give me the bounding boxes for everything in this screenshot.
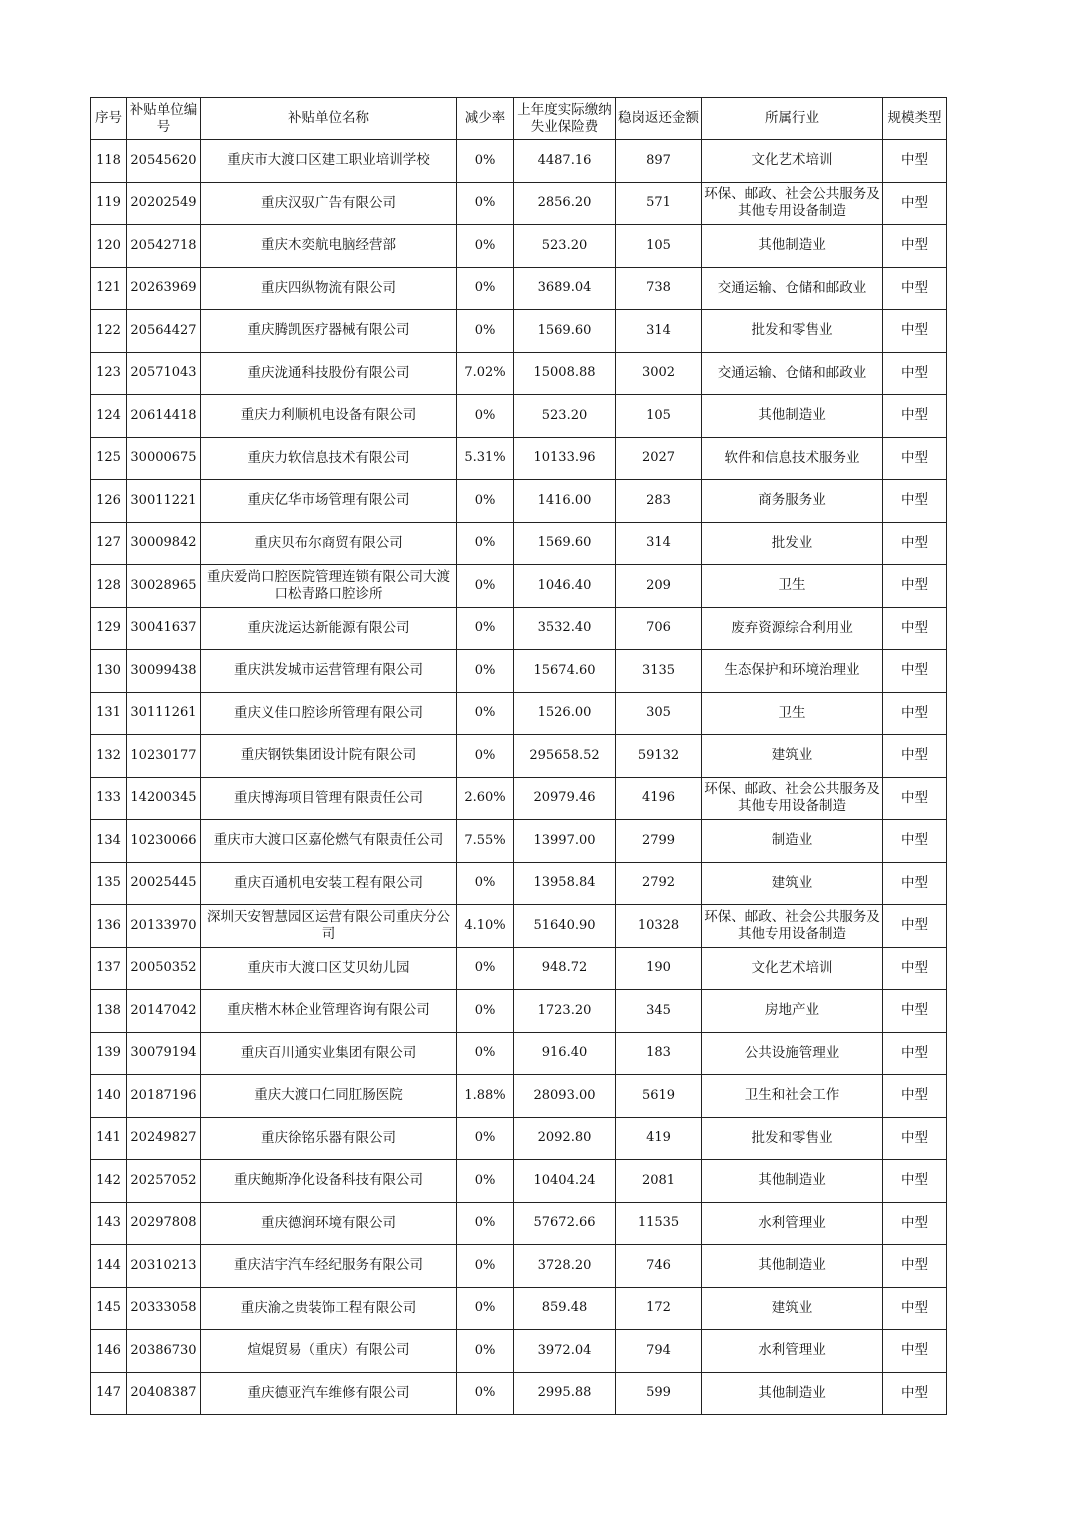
cell-return-amount: 5619 (616, 1075, 702, 1118)
cell-size: 中型 (883, 225, 947, 268)
cell-seq: 130 (91, 650, 127, 693)
cell-rate: 4.10% (457, 905, 514, 948)
cell-code: 14200345 (127, 777, 201, 820)
cell-code: 20564427 (127, 310, 201, 353)
table-row (91, 735, 947, 778)
cell-size: 中型 (883, 352, 947, 395)
cell-size: 中型 (883, 905, 947, 948)
cell-seq: 146 (91, 1330, 127, 1373)
table-row (91, 395, 947, 438)
cell-unit-name: 重庆德亚汽车维修有限公司 (201, 1372, 457, 1415)
cell-fee: 13997.00 (514, 820, 616, 863)
cell-unit-name: 重庆市大渡口区建工职业培训学校 (201, 140, 457, 183)
cell-size: 中型 (883, 395, 947, 438)
cell-seq: 131 (91, 692, 127, 735)
cell-code: 30111261 (127, 692, 201, 735)
cell-fee: 1046.40 (514, 565, 616, 608)
cell-unit-name: 煊焜贸易（重庆）有限公司 (201, 1330, 457, 1373)
cell-industry: 其他制造业 (702, 225, 883, 268)
cell-rate: 0% (457, 1245, 514, 1288)
cell-unit-name: 重庆力利顺机电设备有限公司 (201, 395, 457, 438)
cell-rate: 0% (457, 692, 514, 735)
cell-unit-name: 重庆徐铭乐器有限公司 (201, 1117, 457, 1160)
cell-unit-name: 重庆大渡口仁同肛肠医院 (201, 1075, 457, 1118)
cell-unit-name: 重庆洪发城市运营管理有限公司 (201, 650, 457, 693)
cell-size: 中型 (883, 1245, 947, 1288)
cell-return-amount: 172 (616, 1287, 702, 1330)
cell-industry: 其他制造业 (702, 1372, 883, 1415)
cell-return-amount: 105 (616, 395, 702, 438)
cell-unit-name: 重庆楷木林企业管理咨询有限公司 (201, 990, 457, 1033)
table-row (91, 607, 947, 650)
cell-fee: 10133.96 (514, 437, 616, 480)
header-name: 补贴单位名称 (201, 98, 457, 140)
cell-unit-name: 重庆百川通实业集团有限公司 (201, 1032, 457, 1075)
table-row (91, 692, 947, 735)
cell-unit-name: 重庆洁宇汽车经纪服务有限公司 (201, 1245, 457, 1288)
cell-seq: 129 (91, 607, 127, 650)
cell-rate: 0% (457, 607, 514, 650)
cell-industry: 交通运输、仓储和邮政业 (702, 267, 883, 310)
cell-fee: 859.48 (514, 1287, 616, 1330)
cell-rate: 0% (457, 310, 514, 353)
cell-seq: 138 (91, 990, 127, 1033)
cell-fee: 10404.24 (514, 1160, 616, 1203)
cell-fee: 3728.20 (514, 1245, 616, 1288)
cell-industry: 环保、邮政、社会公共服务及其他专用设备制造 (702, 182, 883, 225)
cell-code: 20310213 (127, 1245, 201, 1288)
cell-return-amount: 345 (616, 990, 702, 1033)
cell-industry: 环保、邮政、社会公共服务及其他专用设备制造 (702, 777, 883, 820)
cell-return-amount: 419 (616, 1117, 702, 1160)
cell-code: 20050352 (127, 947, 201, 990)
cell-rate: 0% (457, 395, 514, 438)
cell-return-amount: 4196 (616, 777, 702, 820)
cell-industry: 卫生和社会工作 (702, 1075, 883, 1118)
cell-fee: 3532.40 (514, 607, 616, 650)
cell-industry: 建筑业 (702, 862, 883, 905)
cell-industry: 公共设施管理业 (702, 1032, 883, 1075)
cell-size: 中型 (883, 1075, 947, 1118)
cell-code: 20025445 (127, 862, 201, 905)
cell-return-amount: 183 (616, 1032, 702, 1075)
cell-seq: 120 (91, 225, 127, 268)
cell-code: 30009842 (127, 522, 201, 565)
cell-industry: 卫生 (702, 565, 883, 608)
cell-return-amount: 897 (616, 140, 702, 183)
cell-industry: 建筑业 (702, 1287, 883, 1330)
cell-industry: 制造业 (702, 820, 883, 863)
cell-return-amount: 794 (616, 1330, 702, 1373)
cell-return-amount: 190 (616, 947, 702, 990)
cell-return-amount: 10328 (616, 905, 702, 948)
table-row (91, 862, 947, 905)
cell-size: 中型 (883, 650, 947, 693)
cell-fee: 295658.52 (514, 735, 616, 778)
header-rate: 减少率 (457, 98, 514, 140)
cell-unit-name: 重庆钢铁集团设计院有限公司 (201, 735, 457, 778)
cell-size: 中型 (883, 1287, 947, 1330)
cell-code: 20147042 (127, 990, 201, 1033)
cell-unit-name: 重庆德润环境有限公司 (201, 1202, 457, 1245)
cell-rate: 1.88% (457, 1075, 514, 1118)
cell-unit-name: 重庆力软信息技术有限公司 (201, 437, 457, 480)
table-row (91, 522, 947, 565)
cell-industry: 批发业 (702, 522, 883, 565)
cell-code: 30041637 (127, 607, 201, 650)
table-row (91, 947, 947, 990)
header-seq: 序号 (91, 98, 127, 140)
cell-seq: 147 (91, 1372, 127, 1415)
table-row (91, 182, 947, 225)
cell-fee: 51640.90 (514, 905, 616, 948)
cell-rate: 7.02% (457, 352, 514, 395)
cell-size: 中型 (883, 607, 947, 650)
subsidy-table (90, 97, 947, 1415)
cell-code: 20263969 (127, 267, 201, 310)
cell-seq: 136 (91, 905, 127, 948)
table-row (91, 352, 947, 395)
table-row (91, 225, 947, 268)
cell-return-amount: 283 (616, 480, 702, 523)
cell-seq: 141 (91, 1117, 127, 1160)
cell-seq: 125 (91, 437, 127, 480)
cell-rate: 5.31% (457, 437, 514, 480)
cell-code: 20202549 (127, 182, 201, 225)
table-row (91, 1075, 947, 1118)
table-row (91, 267, 947, 310)
cell-return-amount: 2027 (616, 437, 702, 480)
cell-fee: 916.40 (514, 1032, 616, 1075)
cell-rate: 0% (457, 267, 514, 310)
cell-code: 20187196 (127, 1075, 201, 1118)
cell-code: 20545620 (127, 140, 201, 183)
cell-code: 30028965 (127, 565, 201, 608)
table-row (91, 1245, 947, 1288)
cell-unit-name: 重庆市大渡口区嘉伦燃气有限责任公司 (201, 820, 457, 863)
cell-seq: 127 (91, 522, 127, 565)
cell-unit-name: 重庆鲍斯净化设备科技有限公司 (201, 1160, 457, 1203)
cell-rate: 0% (457, 565, 514, 608)
table-row (91, 1287, 947, 1330)
cell-fee: 1526.00 (514, 692, 616, 735)
table-row (91, 437, 947, 480)
cell-return-amount: 3002 (616, 352, 702, 395)
header-code: 补贴单位编号 (127, 98, 201, 140)
cell-unit-name: 重庆义佳口腔诊所管理有限公司 (201, 692, 457, 735)
cell-return-amount: 314 (616, 522, 702, 565)
cell-industry: 生态保护和环境治理业 (702, 650, 883, 693)
cell-seq: 128 (91, 565, 127, 608)
table-row (91, 310, 947, 353)
cell-industry: 批发和零售业 (702, 310, 883, 353)
cell-rate: 0% (457, 1330, 514, 1373)
cell-fee: 1416.00 (514, 480, 616, 523)
cell-unit-name: 重庆四纵物流有限公司 (201, 267, 457, 310)
cell-rate: 0% (457, 650, 514, 693)
cell-rate: 0% (457, 1202, 514, 1245)
cell-industry: 批发和零售业 (702, 1117, 883, 1160)
header-size: 规模类型 (883, 98, 947, 140)
cell-rate: 0% (457, 182, 514, 225)
cell-seq: 123 (91, 352, 127, 395)
cell-size: 中型 (883, 565, 947, 608)
cell-size: 中型 (883, 777, 947, 820)
cell-return-amount: 571 (616, 182, 702, 225)
cell-return-amount: 59132 (616, 735, 702, 778)
cell-size: 中型 (883, 947, 947, 990)
cell-size: 中型 (883, 480, 947, 523)
cell-size: 中型 (883, 140, 947, 183)
cell-seq: 139 (91, 1032, 127, 1075)
cell-size: 中型 (883, 862, 947, 905)
cell-return-amount: 746 (616, 1245, 702, 1288)
cell-rate: 2.60% (457, 777, 514, 820)
cell-fee: 57672.66 (514, 1202, 616, 1245)
header-return: 稳岗返还金额 (616, 98, 702, 140)
cell-fee: 523.20 (514, 225, 616, 268)
cell-rate: 0% (457, 480, 514, 523)
cell-fee: 523.20 (514, 395, 616, 438)
cell-unit-name: 重庆贝布尔商贸有限公司 (201, 522, 457, 565)
cell-rate: 0% (457, 862, 514, 905)
cell-return-amount: 209 (616, 565, 702, 608)
cell-rate: 0% (457, 225, 514, 268)
cell-code: 10230066 (127, 820, 201, 863)
header-row (91, 98, 947, 140)
cell-industry: 环保、邮政、社会公共服务及其他专用设备制造 (702, 905, 883, 948)
cell-code: 20614418 (127, 395, 201, 438)
cell-seq: 135 (91, 862, 127, 905)
cell-seq: 144 (91, 1245, 127, 1288)
cell-size: 中型 (883, 1160, 947, 1203)
cell-unit-name: 重庆爱尚口腔医院管理连锁有限公司大渡口松青路口腔诊所 (201, 565, 457, 608)
header-industry: 所属行业 (702, 98, 883, 140)
cell-unit-name: 重庆博海项目管理有限责任公司 (201, 777, 457, 820)
cell-rate: 0% (457, 947, 514, 990)
cell-seq: 142 (91, 1160, 127, 1203)
cell-industry: 文化艺术培训 (702, 140, 883, 183)
header-fee: 上年度实际缴纳失业保险费 (514, 98, 616, 140)
cell-rate: 0% (457, 1032, 514, 1075)
cell-size: 中型 (883, 990, 947, 1033)
cell-size: 中型 (883, 735, 947, 778)
table-row (91, 820, 947, 863)
cell-code: 20571043 (127, 352, 201, 395)
cell-fee: 15008.88 (514, 352, 616, 395)
cell-seq: 145 (91, 1287, 127, 1330)
cell-seq: 140 (91, 1075, 127, 1118)
cell-return-amount: 2799 (616, 820, 702, 863)
table-body (91, 140, 947, 1415)
cell-fee: 2995.88 (514, 1372, 616, 1415)
cell-unit-name: 重庆亿华市场管理有限公司 (201, 480, 457, 523)
cell-size: 中型 (883, 692, 947, 735)
cell-return-amount: 2792 (616, 862, 702, 905)
table-header (91, 98, 947, 140)
cell-fee: 1723.20 (514, 990, 616, 1033)
cell-return-amount: 738 (616, 267, 702, 310)
cell-size: 中型 (883, 1202, 947, 1245)
cell-code: 30099438 (127, 650, 201, 693)
cell-industry: 软件和信息技术服务业 (702, 437, 883, 480)
cell-unit-name: 重庆泷运达新能源有限公司 (201, 607, 457, 650)
cell-industry: 水利管理业 (702, 1202, 883, 1245)
cell-rate: 0% (457, 990, 514, 1033)
cell-seq: 126 (91, 480, 127, 523)
cell-fee: 1569.60 (514, 310, 616, 353)
cell-unit-name: 深圳天安智慧园区运营有限公司重庆分公司 (201, 905, 457, 948)
cell-industry: 其他制造业 (702, 1245, 883, 1288)
cell-code: 30079194 (127, 1032, 201, 1075)
cell-industry: 建筑业 (702, 735, 883, 778)
cell-industry: 房地产业 (702, 990, 883, 1033)
cell-fee: 2856.20 (514, 182, 616, 225)
table-row (91, 777, 947, 820)
table-row (91, 1330, 947, 1373)
cell-code: 30000675 (127, 437, 201, 480)
cell-seq: 121 (91, 267, 127, 310)
cell-seq: 122 (91, 310, 127, 353)
table-row (91, 1160, 947, 1203)
cell-unit-name: 重庆市大渡口区艾贝幼儿园 (201, 947, 457, 990)
cell-rate: 0% (457, 1287, 514, 1330)
cell-fee: 3972.04 (514, 1330, 616, 1373)
cell-seq: 137 (91, 947, 127, 990)
cell-seq: 124 (91, 395, 127, 438)
cell-code: 20542718 (127, 225, 201, 268)
cell-seq: 134 (91, 820, 127, 863)
cell-return-amount: 2081 (616, 1160, 702, 1203)
cell-code: 20386730 (127, 1330, 201, 1373)
cell-industry: 水利管理业 (702, 1330, 883, 1373)
cell-fee: 1569.60 (514, 522, 616, 565)
cell-size: 中型 (883, 1032, 947, 1075)
cell-size: 中型 (883, 310, 947, 353)
table-row (91, 565, 947, 608)
cell-fee: 28093.00 (514, 1075, 616, 1118)
cell-return-amount: 706 (616, 607, 702, 650)
cell-fee: 4487.16 (514, 140, 616, 183)
cell-rate: 0% (457, 1117, 514, 1160)
cell-fee: 2092.80 (514, 1117, 616, 1160)
cell-seq: 119 (91, 182, 127, 225)
cell-seq: 143 (91, 1202, 127, 1245)
cell-size: 中型 (883, 267, 947, 310)
cell-return-amount: 3135 (616, 650, 702, 693)
cell-fee: 13958.84 (514, 862, 616, 905)
cell-return-amount: 599 (616, 1372, 702, 1415)
cell-rate: 0% (457, 522, 514, 565)
cell-rate: 0% (457, 1372, 514, 1415)
table-row (91, 905, 947, 948)
table-row (91, 1372, 947, 1415)
cell-code: 20333058 (127, 1287, 201, 1330)
cell-fee: 3689.04 (514, 267, 616, 310)
cell-return-amount: 105 (616, 225, 702, 268)
cell-rate: 0% (457, 1160, 514, 1203)
cell-industry: 卫生 (702, 692, 883, 735)
cell-industry: 商务服务业 (702, 480, 883, 523)
table-row (91, 990, 947, 1033)
cell-size: 中型 (883, 437, 947, 480)
cell-fee: 20979.46 (514, 777, 616, 820)
cell-industry: 其他制造业 (702, 1160, 883, 1203)
cell-seq: 118 (91, 140, 127, 183)
cell-industry: 文化艺术培训 (702, 947, 883, 990)
cell-code: 20297808 (127, 1202, 201, 1245)
cell-seq: 133 (91, 777, 127, 820)
table-row (91, 1032, 947, 1075)
cell-unit-name: 重庆渝之贵装饰工程有限公司 (201, 1287, 457, 1330)
cell-code: 20408387 (127, 1372, 201, 1415)
table-row (91, 480, 947, 523)
cell-code: 10230177 (127, 735, 201, 778)
cell-size: 中型 (883, 522, 947, 565)
cell-return-amount: 305 (616, 692, 702, 735)
cell-unit-name: 重庆泷通科技股份有限公司 (201, 352, 457, 395)
cell-rate: 7.55% (457, 820, 514, 863)
cell-unit-name: 重庆木奕航电脑经营部 (201, 225, 457, 268)
cell-code: 20249827 (127, 1117, 201, 1160)
cell-code: 20257052 (127, 1160, 201, 1203)
cell-return-amount: 11535 (616, 1202, 702, 1245)
cell-unit-name: 重庆腾凯医疗器械有限公司 (201, 310, 457, 353)
table-row (91, 650, 947, 693)
cell-code: 20133970 (127, 905, 201, 948)
cell-industry: 交通运输、仓储和邮政业 (702, 352, 883, 395)
cell-fee: 948.72 (514, 947, 616, 990)
cell-industry: 废弃资源综合利用业 (702, 607, 883, 650)
table-row (91, 1117, 947, 1160)
cell-size: 中型 (883, 1330, 947, 1373)
cell-rate: 0% (457, 140, 514, 183)
cell-code: 30011221 (127, 480, 201, 523)
cell-size: 中型 (883, 1117, 947, 1160)
cell-industry: 其他制造业 (702, 395, 883, 438)
cell-size: 中型 (883, 820, 947, 863)
cell-seq: 132 (91, 735, 127, 778)
cell-rate: 0% (457, 735, 514, 778)
cell-unit-name: 重庆百通机电安装工程有限公司 (201, 862, 457, 905)
cell-return-amount: 314 (616, 310, 702, 353)
cell-size: 中型 (883, 182, 947, 225)
cell-size: 中型 (883, 1372, 947, 1415)
cell-fee: 15674.60 (514, 650, 616, 693)
table-row (91, 1202, 947, 1245)
table-row (91, 140, 947, 183)
cell-unit-name: 重庆汉驭广告有限公司 (201, 182, 457, 225)
